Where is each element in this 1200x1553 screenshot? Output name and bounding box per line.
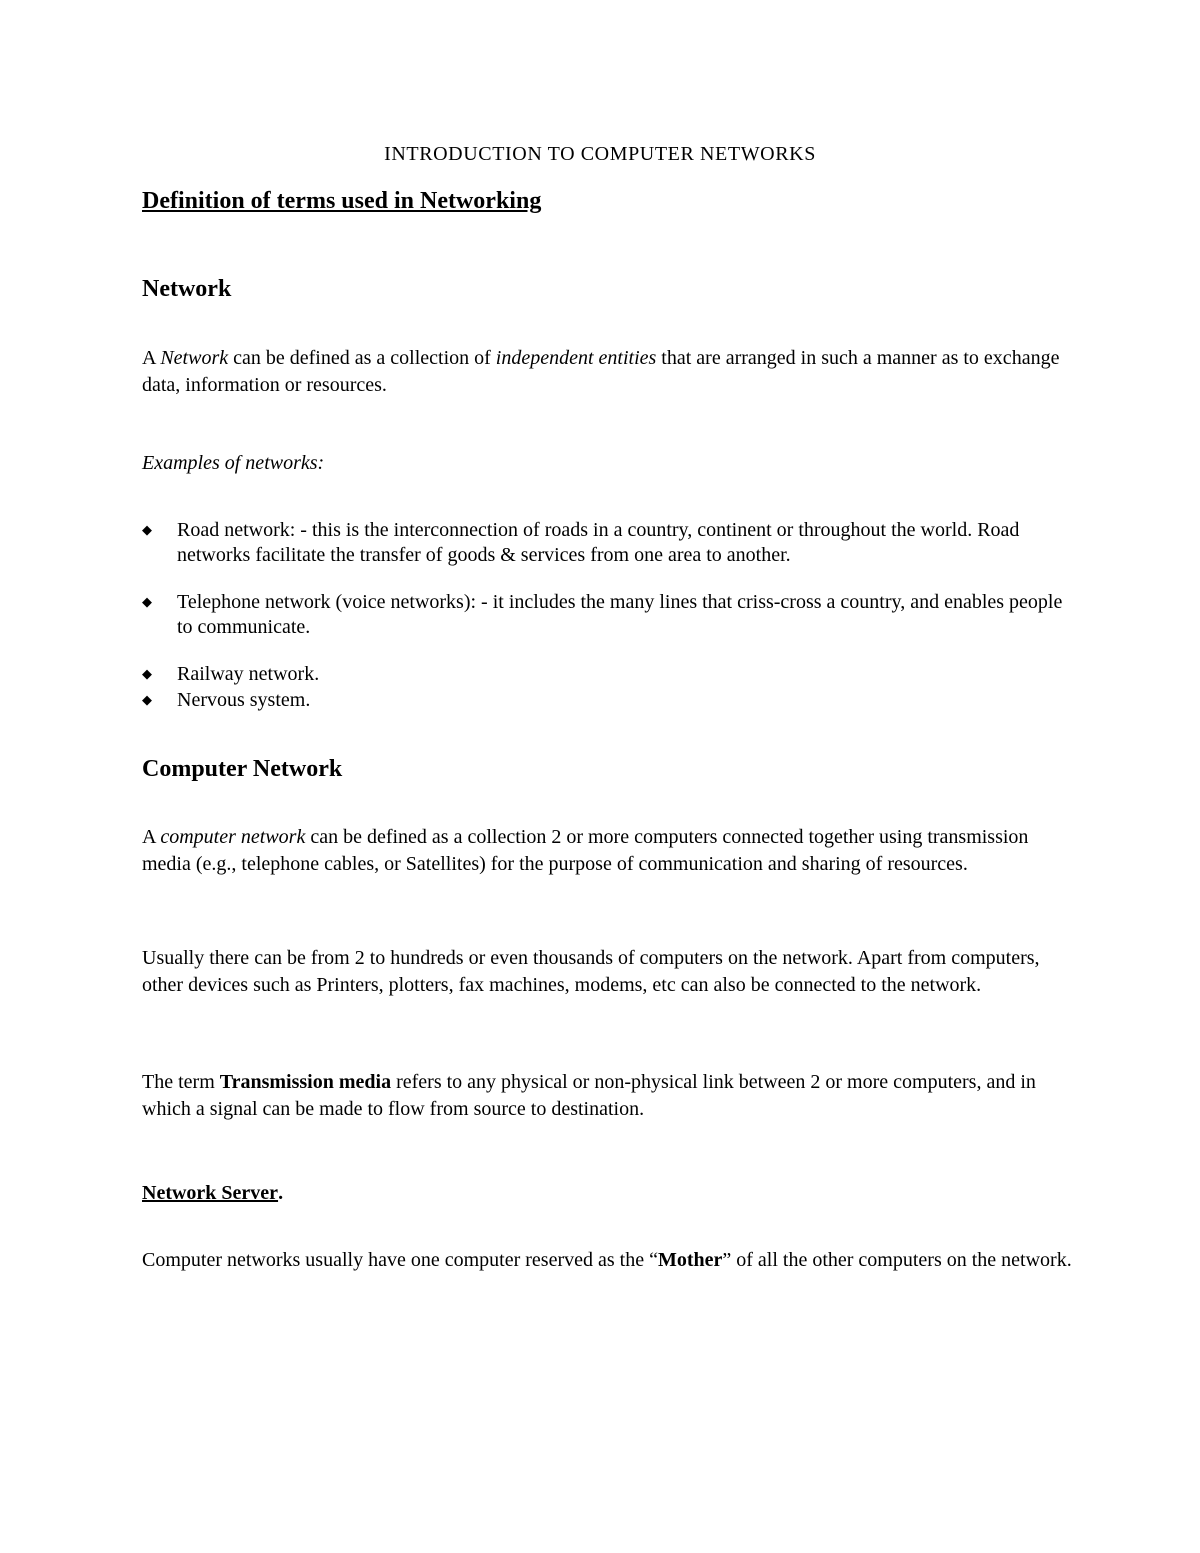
bold-term-mother: Mother — [657, 1249, 723, 1271]
text-run: The term — [142, 1071, 220, 1093]
heading-text: Network Server — [142, 1182, 279, 1204]
transmission-media-paragraph — [142, 1069, 1072, 1123]
diamond-bullet-icon: ◆ — [142, 667, 152, 682]
diamond-bullet-icon: ◆ — [142, 693, 152, 708]
bold-term-transmission-media: Transmission media — [219, 1071, 392, 1093]
examples-label: Examples of networks: — [142, 452, 325, 474]
text-run: can be defined as a collection 2 or more computers connected together using transmission media (e.g., telephone cables, or Satellites) for the purpose of communication and sharing of resources. — [142, 826, 1029, 875]
text-run: that are arranged in such a manner as to exchange data, information or resources. — [142, 347, 1060, 396]
main-heading: Definition of terms used in Networking — [142, 188, 542, 214]
italic-term-independent-entities: independent entities — [495, 347, 657, 369]
text-run: A — [142, 347, 161, 369]
text-run: can be defined as a collection of — [228, 347, 496, 369]
list-item-text: Railway network. — [177, 663, 320, 685]
italic-term-network: Network — [160, 347, 229, 369]
section-heading-computer-network: Computer Network — [142, 756, 343, 782]
diamond-bullet-icon: ◆ — [142, 595, 152, 610]
section-heading-network-server — [142, 1180, 283, 1206]
list-item-text: Nervous system. — [177, 689, 311, 711]
computer-network-definition-paragraph — [142, 824, 1072, 878]
italic-term-computer-network: computer network — [160, 826, 306, 848]
document-title: INTRODUCTION TO COMPUTER NETWORKS — [384, 143, 816, 165]
text-run: A — [142, 826, 161, 848]
text-run: Computer networks usually have one computer reserved as the “ — [142, 1249, 658, 1271]
list-item-text: Telephone network (voice networks): - it includes the many lines that criss-cross a country, and enables people to communicate. — [177, 591, 1063, 638]
network-server-paragraph — [142, 1247, 1072, 1274]
diamond-bullet-icon: ◆ — [142, 523, 152, 538]
network-size-paragraph: Usually there can be from 2 to hundreds or even thousands of computers on the network. Apart from computers, other devices such as Printers, plotters, fax machines, modems, etc can also be connected to the network. — [142, 947, 1040, 996]
list-item-text: Road network: - this is the interconnection of roads in a country, continent or throughout the world. Road networks facilitate the transfer of goods & services from one area to another. — [177, 519, 1020, 566]
network-definition-paragraph — [142, 345, 1072, 399]
text-run: ” of all the other computers on the network. — [722, 1249, 1072, 1271]
heading-suffix: . — [278, 1182, 284, 1204]
text-run: refers to any physical or non-physical link between 2 or more computers, and in which a signal can be made to flow from source to destination. — [142, 1071, 1036, 1120]
section-heading-network: Network — [142, 276, 232, 302]
